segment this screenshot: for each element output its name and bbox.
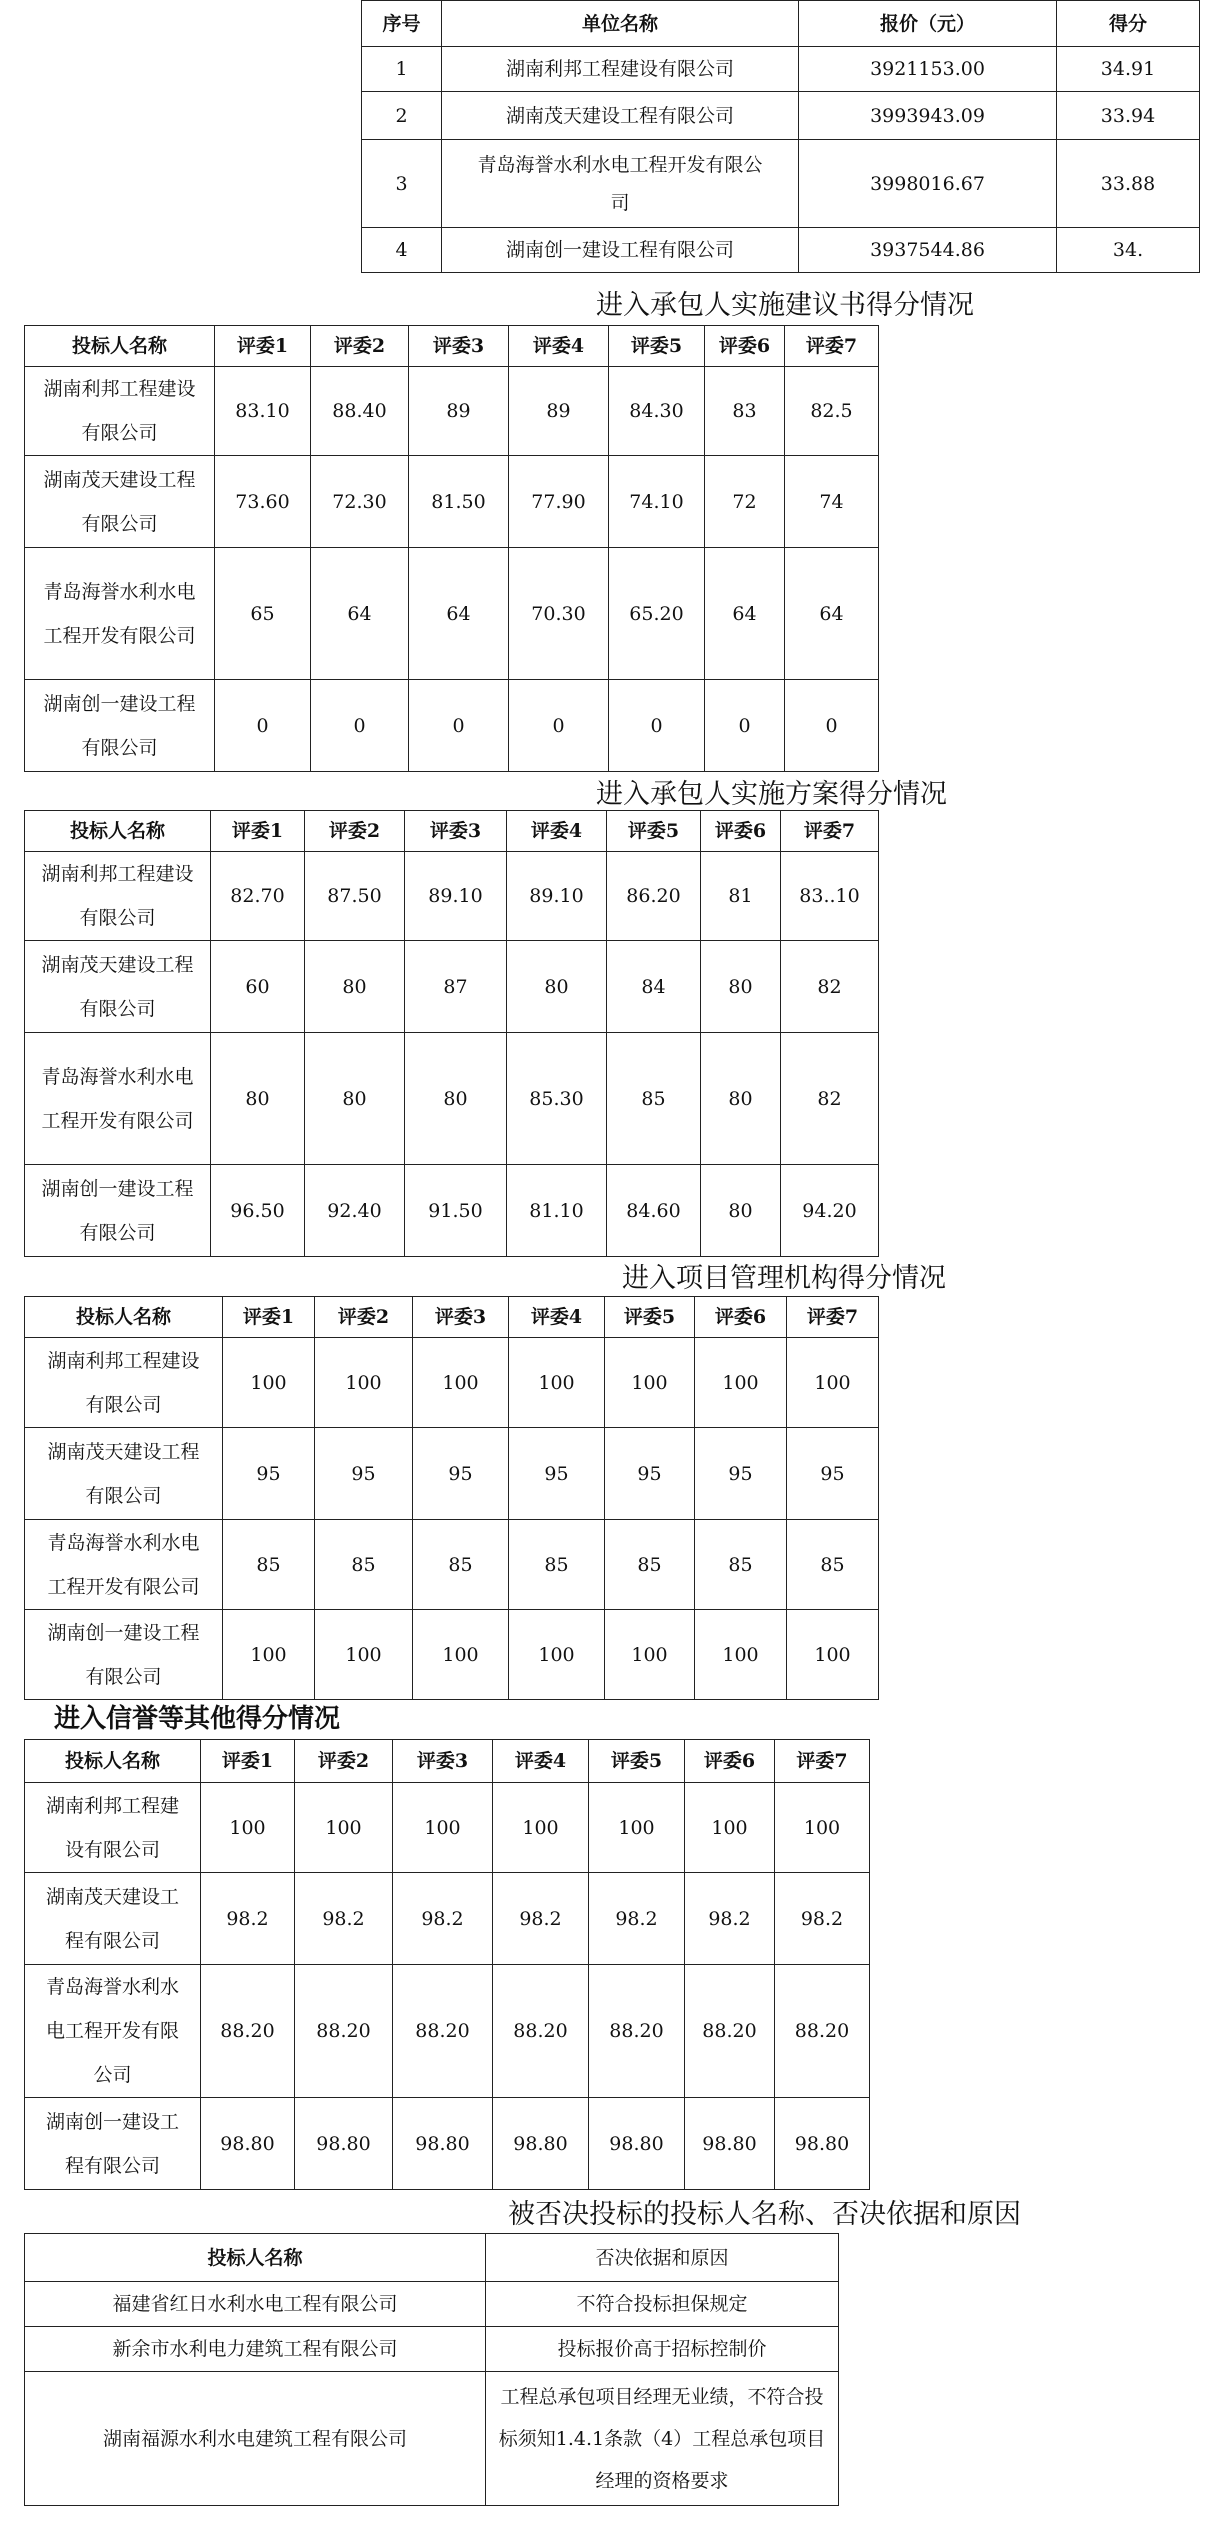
judge-score-4: 100 <box>493 1783 589 1873</box>
unit-name: 青岛海誉水利水电工程开发有限公司 <box>442 140 799 228</box>
rejected-table <box>24 2233 839 2506</box>
col-header-judge-7: 评委7 <box>785 326 879 367</box>
price: 3993943.09 <box>799 92 1057 140</box>
row-index: 2 <box>362 92 442 140</box>
judge-score-2: 100 <box>295 1783 393 1873</box>
judge-score-3: 100 <box>393 1783 493 1873</box>
table-row <box>25 2282 839 2327</box>
bidder-name: 湖南创一建设工程有限公司 <box>25 2098 201 2190</box>
table-row <box>25 852 879 941</box>
table-row <box>25 1965 870 2098</box>
judge-score-3: 95 <box>413 1428 509 1520</box>
judge-score-5: 84.30 <box>609 367 705 456</box>
table-row <box>25 680 879 772</box>
price: 3937544.86 <box>799 228 1057 273</box>
judge-score-4: 77.90 <box>509 456 609 548</box>
judge-score-7: 0 <box>785 680 879 772</box>
judge-score-6: 80 <box>701 941 781 1033</box>
judge-score-5: 84.60 <box>607 1165 701 1257</box>
judge-score-7: 64 <box>785 548 879 680</box>
bidder-name: 青岛海誉水利水电工程开发有限公司 <box>25 1033 211 1165</box>
bidder-name: 湖南利邦工程建设有限公司 <box>25 1338 223 1428</box>
judge-score-4: 88.20 <box>493 1965 589 2098</box>
judge-score-7: 100 <box>775 1783 870 1873</box>
judge-score-6: 85 <box>695 1520 787 1610</box>
score-table-plan <box>24 810 879 1257</box>
table-header-row <box>25 2234 839 2282</box>
section-caption-plan: 进入承包人实施方案得分情况 <box>596 779 947 810</box>
bidder-name: 湖南福源水利水电建筑工程有限公司 <box>25 2372 486 2506</box>
table-header-row <box>25 811 879 852</box>
table-row <box>25 367 879 456</box>
col-header-bidder: 投标人名称 <box>25 1740 201 1783</box>
col-header-judge-6: 评委6 <box>695 1297 787 1338</box>
judge-score-5: 85 <box>605 1520 695 1610</box>
unit-name: 湖南利邦工程建设有限公司 <box>442 47 799 92</box>
judge-score-3: 89.10 <box>405 852 507 941</box>
judge-score-4: 85.30 <box>507 1033 607 1165</box>
table-row <box>362 47 1200 92</box>
judge-score-5: 84 <box>607 941 701 1033</box>
col-header-judge-4: 评委4 <box>493 1740 589 1783</box>
col-header-bidder: 投标人名称 <box>25 326 215 367</box>
judge-score-1: 96.50 <box>211 1165 305 1257</box>
judge-score-3: 98.80 <box>393 2098 493 2190</box>
judge-score-2: 100 <box>315 1338 413 1428</box>
table-row <box>362 140 1200 228</box>
judge-score-1: 98.2 <box>201 1873 295 1965</box>
judge-score-1: 73.60 <box>215 456 311 548</box>
col-header-judge-6: 评委6 <box>701 811 781 852</box>
judge-score-5: 85 <box>607 1033 701 1165</box>
judge-score-6: 72 <box>705 456 785 548</box>
table-header-row <box>25 1297 879 1338</box>
table-row <box>362 228 1200 273</box>
unit-name: 湖南茂天建设工程有限公司 <box>442 92 799 140</box>
table-header-row <box>25 326 879 367</box>
judge-score-6: 98.80 <box>685 2098 775 2190</box>
table-row <box>25 1428 879 1520</box>
col-header-price: 报价（元） <box>799 1 1057 47</box>
judge-score-7: 82.5 <box>785 367 879 456</box>
table-row <box>362 92 1200 140</box>
table-header-row <box>25 1740 870 1783</box>
judge-score-7: 83..10 <box>781 852 879 941</box>
judge-score-5: 100 <box>605 1610 695 1700</box>
bidder-name: 青岛海誉水利水电工程开发有限公司 <box>25 1520 223 1610</box>
table-row <box>25 941 879 1033</box>
judge-score-3: 0 <box>409 680 509 772</box>
col-header-judge-1: 评委1 <box>201 1740 295 1783</box>
score: 34.91 <box>1057 47 1200 92</box>
judge-score-7: 82 <box>781 941 879 1033</box>
judge-score-4: 89.10 <box>507 852 607 941</box>
judge-score-3: 87 <box>405 941 507 1033</box>
judge-score-3: 100 <box>413 1338 509 1428</box>
judge-score-6: 100 <box>695 1338 787 1428</box>
table-row <box>25 1783 870 1873</box>
judge-score-2: 0 <box>311 680 409 772</box>
section-caption-credit: 进入信誉等其他得分情况 <box>54 1704 341 1734</box>
bidder-name: 湖南利邦工程建设有限公司 <box>25 1783 201 1873</box>
table-row <box>25 2098 870 2190</box>
judge-score-1: 0 <box>215 680 311 772</box>
judge-score-2: 88.40 <box>311 367 409 456</box>
bidder-name: 湖南创一建设工程有限公司 <box>25 1165 211 1257</box>
score-table-management <box>24 1296 879 1700</box>
section-caption-proposal: 进入承包人实施建议书得分情况 <box>596 290 974 321</box>
judge-score-1: 100 <box>223 1610 315 1700</box>
bidder-name: 湖南创一建设工程有限公司 <box>25 1610 223 1700</box>
judge-score-6: 80 <box>701 1165 781 1257</box>
score: 34. <box>1057 228 1200 273</box>
bidder-name: 湖南茂天建设工程有限公司 <box>25 456 215 548</box>
judge-score-2: 87.50 <box>305 852 405 941</box>
judge-score-2: 64 <box>311 548 409 680</box>
judge-score-5: 88.20 <box>589 1965 685 2098</box>
col-header-judge-1: 评委1 <box>223 1297 315 1338</box>
judge-score-1: 82.70 <box>211 852 305 941</box>
table-row <box>25 548 879 680</box>
judge-score-7: 98.80 <box>775 2098 870 2190</box>
judge-score-1: 85 <box>223 1520 315 1610</box>
judge-score-4: 80 <box>507 941 607 1033</box>
bidder-name: 新余市水利电力建筑工程有限公司 <box>25 2327 486 2372</box>
bidder-name: 湖南茂天建设工程有限公司 <box>25 941 211 1033</box>
judge-score-6: 98.2 <box>685 1873 775 1965</box>
col-header-judge-5: 评委5 <box>605 1297 695 1338</box>
judge-score-3: 89 <box>409 367 509 456</box>
bidder-name: 青岛海誉水利水电工程开发有限公司 <box>25 1965 201 2098</box>
col-header-judge-1: 评委1 <box>215 326 311 367</box>
judge-score-4: 81.10 <box>507 1165 607 1257</box>
score: 33.94 <box>1057 92 1200 140</box>
rejection-reason: 工程总承包项目经理无业绩，不符合投标须知1.4.1条款（4）工程总承包项目经理的资格要求 <box>486 2372 839 2506</box>
score: 33.88 <box>1057 140 1200 228</box>
table-header-row <box>362 1 1200 47</box>
col-header-judge-7: 评委7 <box>787 1297 879 1338</box>
judge-score-1: 80 <box>211 1033 305 1165</box>
judge-score-4: 100 <box>509 1610 605 1700</box>
judge-score-6: 0 <box>705 680 785 772</box>
col-header-judge-2: 评委2 <box>311 326 409 367</box>
judge-score-3: 98.2 <box>393 1873 493 1965</box>
judge-score-3: 64 <box>409 548 509 680</box>
judge-score-5: 0 <box>609 680 705 772</box>
table-row <box>25 2327 839 2372</box>
judge-score-4: 100 <box>509 1338 605 1428</box>
score-table-credit <box>24 1739 870 2190</box>
col-header-bidder: 投标人名称 <box>25 811 211 852</box>
row-index: 3 <box>362 140 442 228</box>
judge-score-2: 92.40 <box>305 1165 405 1257</box>
col-header-judge-5: 评委5 <box>609 326 705 367</box>
col-header-judge-5: 评委5 <box>607 811 701 852</box>
judge-score-6: 88.20 <box>685 1965 775 2098</box>
judge-score-6: 83 <box>705 367 785 456</box>
judge-score-1: 100 <box>223 1338 315 1428</box>
col-header-judge-2: 评委2 <box>305 811 405 852</box>
col-header-judge-2: 评委2 <box>315 1297 413 1338</box>
bidder-name: 湖南茂天建设工程有限公司 <box>25 1428 223 1520</box>
judge-score-1: 65 <box>215 548 311 680</box>
col-header-judge-3: 评委3 <box>393 1740 493 1783</box>
judge-score-5: 95 <box>605 1428 695 1520</box>
judge-score-2: 80 <box>305 941 405 1033</box>
judge-score-2: 100 <box>315 1610 413 1700</box>
judge-score-7: 100 <box>787 1338 879 1428</box>
judge-score-5: 65.20 <box>609 548 705 680</box>
table-row <box>25 1520 879 1610</box>
judge-score-5: 98.80 <box>589 2098 685 2190</box>
price: 3998016.67 <box>799 140 1057 228</box>
bidder-name: 湖南利邦工程建设有限公司 <box>25 367 215 456</box>
judge-score-7: 74 <box>785 456 879 548</box>
col-header-index: 序号 <box>362 1 442 47</box>
table-row <box>25 1610 879 1700</box>
judge-score-7: 94.20 <box>781 1165 879 1257</box>
col-header-judge-7: 评委7 <box>775 1740 870 1783</box>
table-row <box>25 1873 870 1965</box>
judge-score-4: 98.2 <box>493 1873 589 1965</box>
judge-score-2: 85 <box>315 1520 413 1610</box>
col-header-judge-4: 评委4 <box>507 811 607 852</box>
col-header-judge-6: 评委6 <box>685 1740 775 1783</box>
score-table-proposal <box>24 325 879 772</box>
judge-score-4: 70.30 <box>509 548 609 680</box>
col-header-bidder: 投标人名称 <box>25 1297 223 1338</box>
col-header-judge-7: 评委7 <box>781 811 879 852</box>
judge-score-4: 0 <box>509 680 609 772</box>
judge-score-2: 98.2 <box>295 1873 393 1965</box>
col-header-unit: 单位名称 <box>442 1 799 47</box>
judge-score-7: 88.20 <box>775 1965 870 2098</box>
price: 3921153.00 <box>799 47 1057 92</box>
judge-score-3: 100 <box>413 1610 509 1700</box>
table-row <box>25 2372 839 2506</box>
quote-table <box>361 0 1200 273</box>
judge-score-6: 100 <box>685 1783 775 1873</box>
judge-score-1: 95 <box>223 1428 315 1520</box>
judge-score-1: 98.80 <box>201 2098 295 2190</box>
col-header-reason: 否决依据和原因 <box>486 2234 839 2282</box>
judge-score-1: 83.10 <box>215 367 311 456</box>
judge-score-6: 95 <box>695 1428 787 1520</box>
judge-score-3: 80 <box>405 1033 507 1165</box>
table-row <box>25 1165 879 1257</box>
judge-score-6: 80 <box>701 1033 781 1165</box>
judge-score-7: 85 <box>787 1520 879 1610</box>
row-index: 4 <box>362 228 442 273</box>
judge-score-4: 95 <box>509 1428 605 1520</box>
judge-score-4: 85 <box>509 1520 605 1610</box>
table-row <box>25 1033 879 1165</box>
judge-score-7: 98.2 <box>775 1873 870 1965</box>
judge-score-5: 98.2 <box>589 1873 685 1965</box>
judge-score-1: 88.20 <box>201 1965 295 2098</box>
judge-score-5: 100 <box>605 1338 695 1428</box>
col-header-judge-4: 评委4 <box>509 1297 605 1338</box>
judge-score-7: 82 <box>781 1033 879 1165</box>
col-header-judge-3: 评委3 <box>409 326 509 367</box>
col-header-judge-3: 评委3 <box>413 1297 509 1338</box>
judge-score-4: 98.80 <box>493 2098 589 2190</box>
rejection-reason: 投标报价高于招标控制价 <box>486 2327 839 2372</box>
judge-score-3: 81.50 <box>409 456 509 548</box>
col-header-judge-2: 评委2 <box>295 1740 393 1783</box>
unit-name: 湖南创一建设工程有限公司 <box>442 228 799 273</box>
judge-score-4: 89 <box>509 367 609 456</box>
judge-score-6: 64 <box>705 548 785 680</box>
col-header-judge-5: 评委5 <box>589 1740 685 1783</box>
judge-score-1: 100 <box>201 1783 295 1873</box>
bidder-name: 青岛海誉水利水电工程开发有限公司 <box>25 548 215 680</box>
table-row <box>25 456 879 548</box>
section-caption-rejected: 被否决投标的投标人名称、否决依据和原因 <box>508 2199 1021 2230</box>
judge-score-6: 100 <box>695 1610 787 1700</box>
col-header-bidder: 投标人名称 <box>25 2234 486 2282</box>
col-header-judge-4: 评委4 <box>509 326 609 367</box>
judge-score-3: 85 <box>413 1520 509 1610</box>
judge-score-2: 72.30 <box>311 456 409 548</box>
col-header-judge-3: 评委3 <box>405 811 507 852</box>
judge-score-5: 86.20 <box>607 852 701 941</box>
judge-score-7: 100 <box>787 1610 879 1700</box>
judge-score-3: 88.20 <box>393 1965 493 2098</box>
judge-score-2: 88.20 <box>295 1965 393 2098</box>
rejection-reason: 不符合投标担保规定 <box>486 2282 839 2327</box>
judge-score-2: 98.80 <box>295 2098 393 2190</box>
judge-score-2: 95 <box>315 1428 413 1520</box>
section-caption-management: 进入项目管理机构得分情况 <box>622 1263 946 1294</box>
judge-score-6: 81 <box>701 852 781 941</box>
table-row <box>25 1338 879 1428</box>
judge-score-5: 100 <box>589 1783 685 1873</box>
bidder-name: 福建省红日水利水电工程有限公司 <box>25 2282 486 2327</box>
judge-score-1: 60 <box>211 941 305 1033</box>
row-index: 1 <box>362 47 442 92</box>
bidder-name: 湖南茂天建设工程有限公司 <box>25 1873 201 1965</box>
judge-score-7: 95 <box>787 1428 879 1520</box>
bidder-name: 湖南创一建设工程有限公司 <box>25 680 215 772</box>
col-header-judge-6: 评委6 <box>705 326 785 367</box>
judge-score-3: 91.50 <box>405 1165 507 1257</box>
col-header-score: 得分 <box>1057 1 1200 47</box>
col-header-judge-1: 评委1 <box>211 811 305 852</box>
bidder-name: 湖南利邦工程建设有限公司 <box>25 852 211 941</box>
judge-score-5: 74.10 <box>609 456 705 548</box>
judge-score-2: 80 <box>305 1033 405 1165</box>
